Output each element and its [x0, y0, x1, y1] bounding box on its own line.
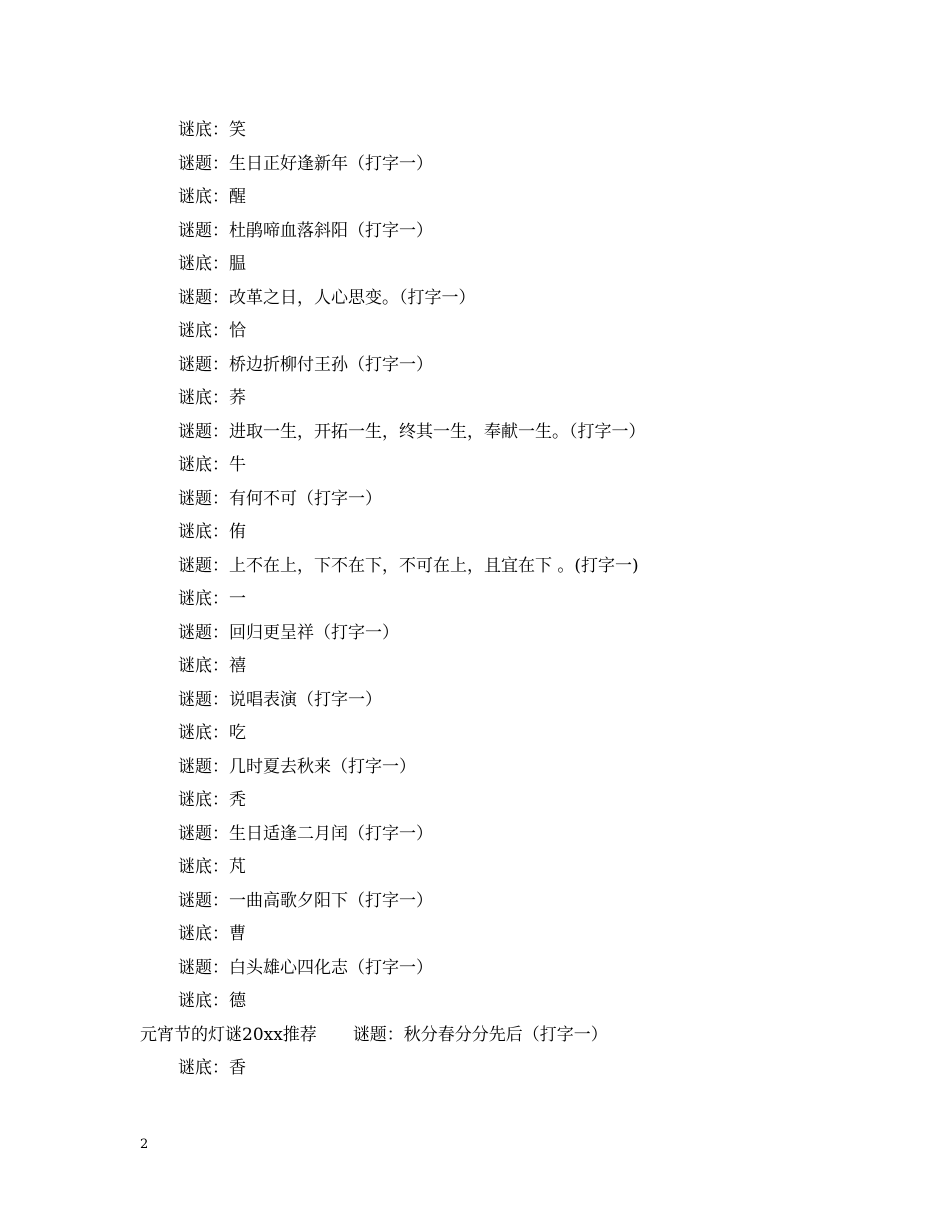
riddle-answer: 谜底：侑 [178, 522, 246, 542]
riddle-question: 谜题：有何不可（打字一） [178, 488, 382, 509]
riddle-question: 谜题：杜鹃啼血落斜阳（打字一） [178, 220, 433, 241]
riddle-question: 谜题：生日正好逢新年（打字一） [178, 153, 433, 174]
riddle-question: 谜题：说唱表演（打字一） [178, 689, 382, 710]
riddle-list [140, 117, 900, 1089]
riddle-answer: 谜底：腽 [178, 254, 246, 274]
riddle-answer: 谜底：一 [178, 589, 246, 609]
riddle-answer: 谜底：德 [178, 991, 246, 1011]
riddle-answer: 谜底：牛 [178, 455, 246, 475]
heading-line [140, 1022, 900, 1056]
riddle-question: 谜题：生日适逢二月闰（打字一） [178, 823, 433, 844]
heading-title: 元宵节的灯谜20xx推荐 [140, 1024, 317, 1045]
riddle-answer: 谜底：芃 [178, 857, 246, 877]
riddle-question: 谜题：上不在上，下不在下，不可在上，且宜在下 。(打字一) [178, 555, 639, 576]
riddle-answer: 谜底：恰 [178, 321, 246, 341]
riddle-question: 谜题：几时夏去秋来（打字一） [178, 756, 416, 777]
riddle-answer: 谜底：荞 [178, 388, 246, 408]
riddle-answer: 谜底：醒 [178, 187, 246, 207]
riddle-question: 谜题：白头雄心四化志（打字一） [178, 957, 433, 978]
riddle-question: 谜题：回归更呈祥（打字一） [178, 622, 399, 643]
riddle-answer: 谜底：笑 [178, 120, 246, 140]
riddle-question: 谜题：改革之日，人心思变。（打字一） [178, 287, 476, 308]
riddle-answer: 谜底：香 [178, 1058, 246, 1078]
riddle-question: 谜题：进取一生，开拓一生，终其一生，奉献一生。（打字一） [178, 421, 646, 442]
riddle-question: 谜题：秋分春分分先后（打字一） [352, 1024, 608, 1045]
riddle-answer: 谜底：禧 [178, 656, 246, 676]
page-number: 2 [140, 1137, 149, 1152]
riddle-question: 谜题：桥边折柳付王孙（打字一） [178, 354, 433, 375]
riddle-answer: 谜底：吃 [178, 723, 246, 743]
riddle-question: 谜题：一曲高歌夕阳下（打字一） [178, 890, 433, 911]
riddle-answer: 谜底：秃 [178, 790, 246, 810]
riddle-answer: 谜底：曹 [178, 924, 246, 944]
